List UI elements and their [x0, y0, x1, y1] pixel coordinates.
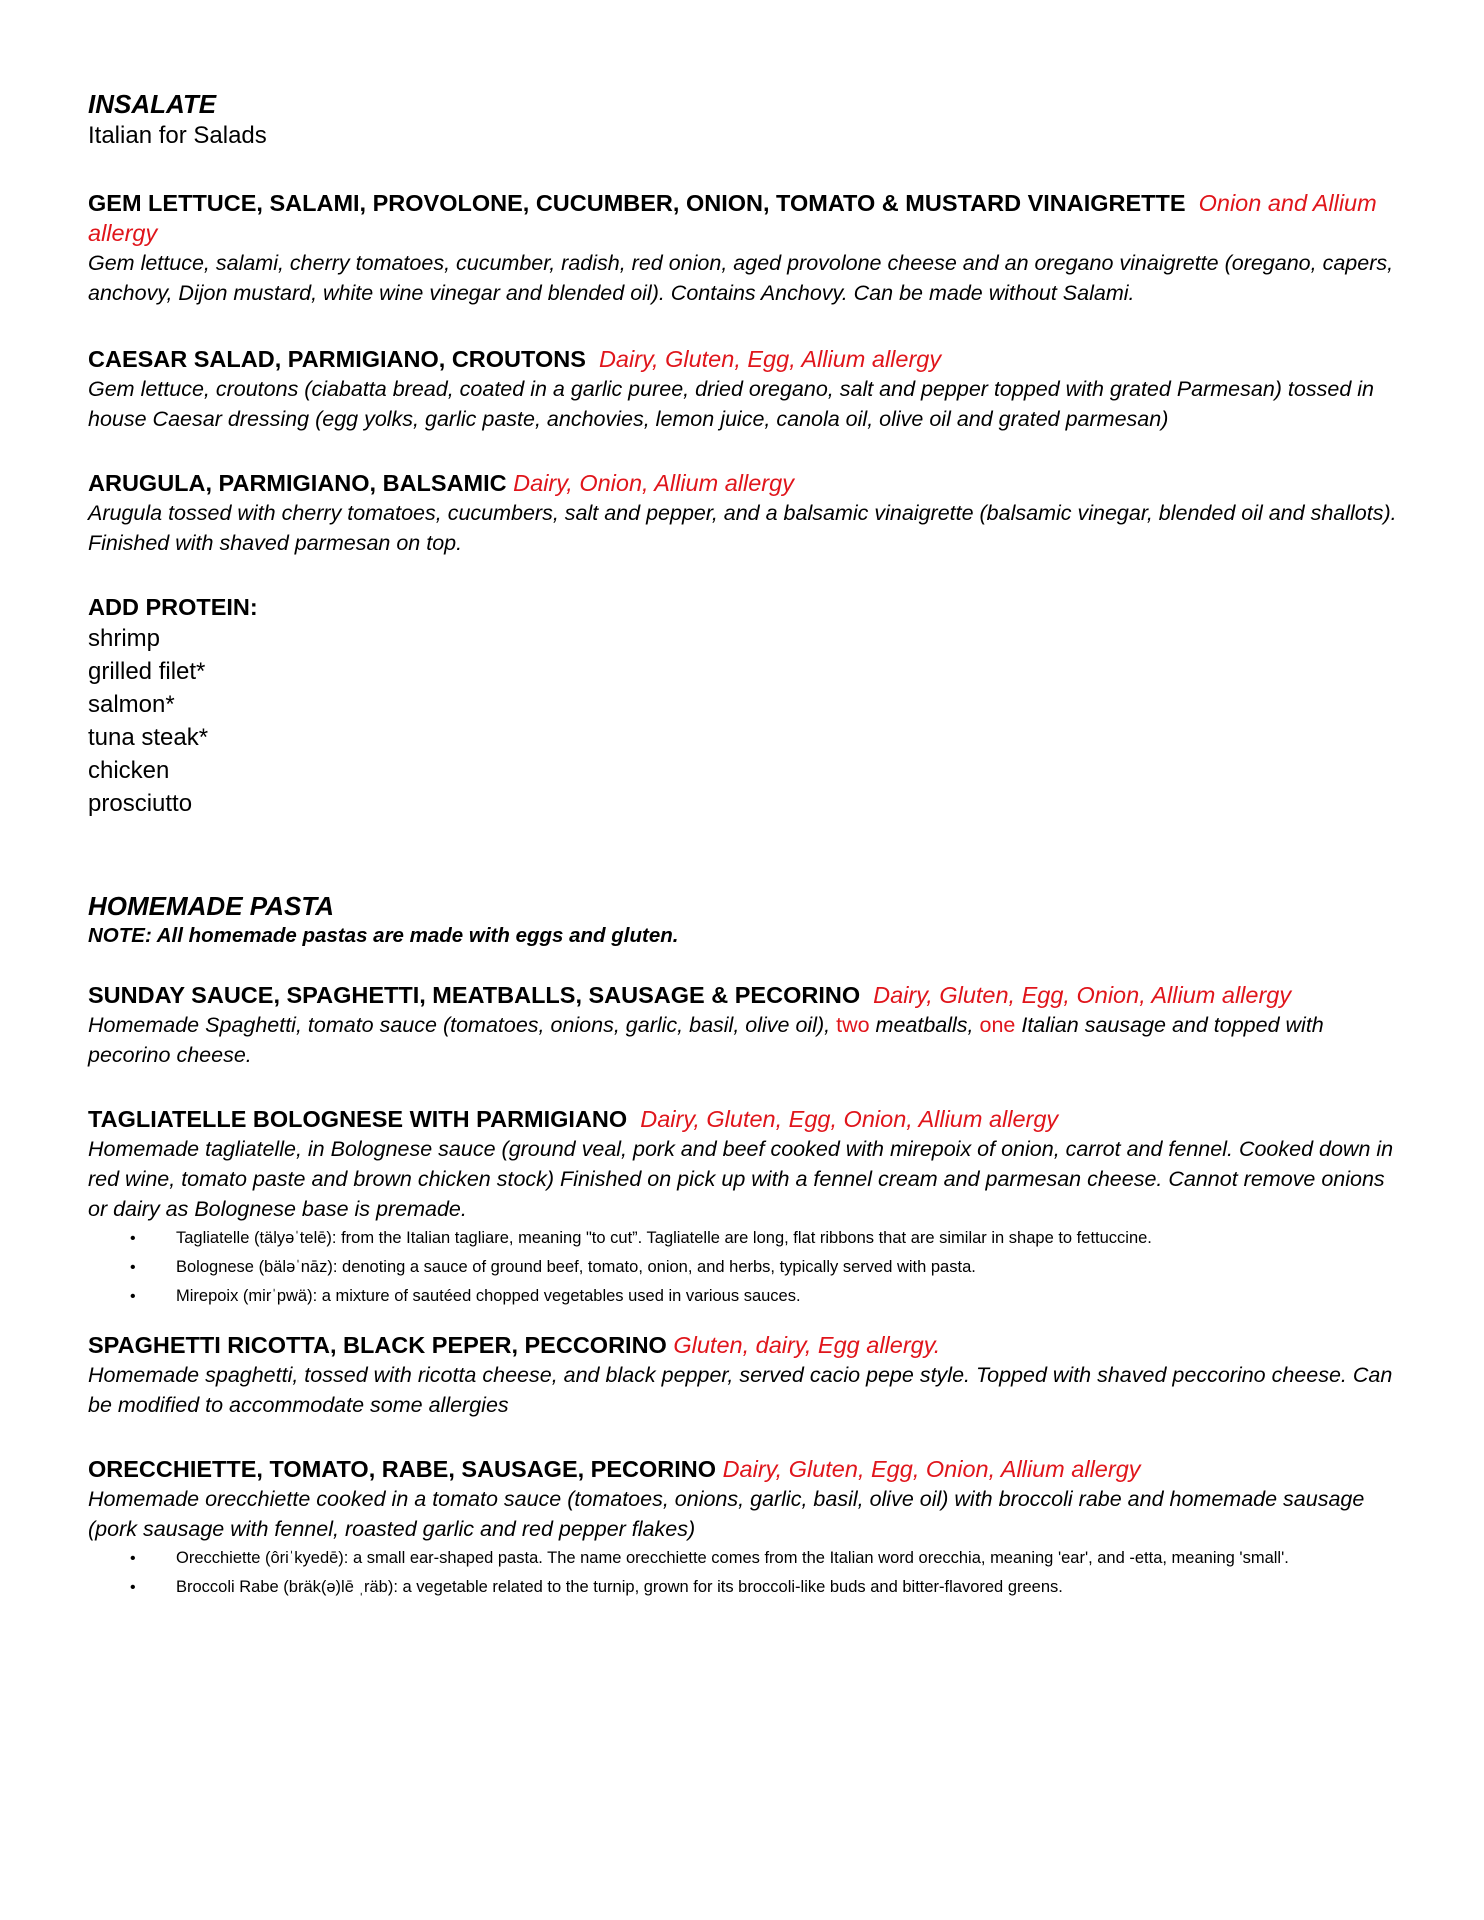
bullet-icon: •	[130, 1259, 136, 1276]
dish-title	[88, 188, 1398, 248]
dish-description: Arugula tossed with cherry tomatoes, cucumbers, salt and pepper, and a balsamic vinaigrette (balsamic vinegar, blended oil and shallots). Finished with shaved parmesan on top.	[88, 501, 1397, 555]
dish-description: Homemade Spaghetti, tomato sauce (tomatoes, onions, garlic, basil, olive oil), two meatballs, one Italian sausage and topped with pecorino cheese.	[88, 1013, 1324, 1067]
section-title-pasta: HOMEMADE PASTA	[88, 891, 335, 921]
dish-name: GEM LETTUCE, SALAMI, PROVOLONE, CUCUMBER, ONION, TOMATO & MUSTARD VINAIGRETTE	[88, 190, 1186, 216]
dish-name: SPAGHETTI RICOTTA, BLACK PEPER, PECCORINO	[88, 1332, 667, 1358]
pasta-header	[88, 890, 1398, 950]
red-quantity: two	[836, 1013, 870, 1037]
protein-item: grilled filet*	[88, 658, 206, 685]
dish-name: CAESAR SALAD, PARMIGIANO, CROUTONS	[88, 346, 586, 372]
glossary-item: • Mirepoix (mirˈpwä): a mixture of sautéed chopped vegetables used in various sauces.	[88, 1282, 1398, 1311]
glossary-item: • Orecchiette (ôriˈkyedē): a small ear-shaped pasta. The name orecchiette comes from the Italian word orecchia, meaning 'ear', and -etta, meaning 'small'.	[88, 1544, 1398, 1573]
protein-heading: ADD PROTEIN:	[88, 594, 258, 620]
red-quantity: one	[979, 1013, 1016, 1037]
dish-name: TAGLIATELLE BOLOGNESE WITH PARMIGIANO	[88, 1106, 628, 1132]
allergy-note: Gluten, dairy, Egg allergy.	[673, 1332, 941, 1358]
allergy-note: Dairy, Onion, Allium allergy	[513, 470, 794, 496]
dish-orecchiette	[88, 1454, 1398, 1602]
allergy-note: Onion and Allium allergy	[88, 190, 1377, 246]
dish-description: Homemade tagliatelle, in Bolognese sauce (ground veal, pork and beef cooked with mirepoix of onion, carrot and fennel. Cooked down in red wine, tomato paste and brown chicken stock) Finished on pick up with a fennel cream and parmesan cheese. Cannot remove onions or dairy as Bolognese base is premade.	[88, 1137, 1394, 1221]
protein-item: prosciutto	[88, 790, 193, 817]
add-protein	[88, 592, 1398, 820]
dish-caesar	[88, 344, 1398, 434]
glossary-list	[88, 1224, 1398, 1311]
allergy-note: Dairy, Gluten, Egg, Allium allergy	[598, 346, 942, 372]
allergy-note: Dairy, Gluten, Egg, Onion, Allium allergy	[873, 982, 1292, 1008]
glossary-item: • Bolognese (bäləˈnāz): denoting a sauce of ground beef, tomato, onion, and herbs, typically served with pasta.	[88, 1253, 1398, 1282]
protein-item: salmon*	[88, 691, 175, 718]
dish-name: SUNDAY SAUCE, SPAGHETTI, MEATBALLS, SAUSAGE & PECORINO	[88, 982, 861, 1008]
dish-tagliatelle	[88, 1104, 1398, 1311]
dish-title	[88, 344, 1398, 374]
allergy-note: Dairy, Gluten, Egg, Onion, Allium allergy	[640, 1106, 1059, 1132]
glossary-item: • Tagliatelle (tälyəˈtelē): from the Italian tagliare, meaning "to cut”. Tagliatelle are long, flat ribbons that are similar in shape to fettuccine.	[88, 1224, 1398, 1253]
insalate-header	[88, 88, 1398, 152]
dish-title	[88, 1454, 1398, 1484]
section-subtitle-insalate: Italian for Salads	[88, 122, 267, 149]
protein-item: shrimp	[88, 625, 161, 652]
dish-title	[88, 1330, 1398, 1360]
dish-title	[88, 1104, 1398, 1134]
glossary-list	[88, 1544, 1398, 1602]
dish-sunday-sauce	[88, 980, 1398, 1070]
dish-description: Homemade orecchiette cooked in a tomato sauce (tomatoes, onions, garlic, basil, olive oil) with broccoli rabe and homemade sausage (pork sausage with fennel, roasted garlic and red pepper flakes)	[88, 1487, 1365, 1541]
protein-item: tuna steak*	[88, 724, 209, 751]
bullet-icon: •	[130, 1230, 136, 1247]
glossary-item: • Broccoli Rabe (bräk(ə)lē ˌräb): a vegetable related to the turnip, grown for its broccoli-like buds and bitter-flavored greens.	[88, 1573, 1398, 1602]
dish-title	[88, 468, 1398, 498]
dish-description: Gem lettuce, croutons (ciabatta bread, coated in a garlic puree, dried oregano, salt and pepper topped with grated Parmesan) tossed in house Caesar dressing (egg yolks, garlic paste, anchovies, lemon juice, canola oil, olive oil and grated parmesan)	[88, 377, 1374, 431]
allergy-note: Dairy, Gluten, Egg, Onion, Allium allergy	[722, 1456, 1141, 1482]
dish-title	[88, 980, 1398, 1010]
dish-description: Gem lettuce, salami, cherry tomatoes, cucumber, radish, red onion, aged provolone cheese and an oregano vinaigrette (oregano, capers, anchovy, Dijon mustard, white wine vinegar and blended oil). Contains Anchovy. Can be made without Salami.	[88, 251, 1394, 305]
bullet-icon: •	[130, 1550, 136, 1567]
dish-description: Homemade spaghetti, tossed with ricotta cheese, and black pepper, served cacio pepe style. Topped with shaved peccorino cheese. Can be modified to accommodate some allergies	[88, 1363, 1393, 1417]
pasta-note: NOTE: All homemade pastas are made with eggs and gluten.	[88, 924, 679, 947]
bullet-icon: •	[130, 1579, 136, 1596]
protein-list	[88, 622, 1398, 820]
dish-ricotta	[88, 1330, 1398, 1420]
dish-arugula	[88, 468, 1398, 558]
protein-item: chicken	[88, 757, 170, 784]
dish-name: ORECCHIETTE, TOMATO, RABE, SAUSAGE, PECORINO	[88, 1456, 717, 1482]
dish-gem-lettuce	[88, 188, 1398, 308]
dish-name: ARUGULA, PARMIGIANO, BALSAMIC	[88, 470, 507, 496]
section-title-insalate: INSALATE	[88, 89, 217, 119]
bullet-icon: •	[130, 1288, 136, 1305]
